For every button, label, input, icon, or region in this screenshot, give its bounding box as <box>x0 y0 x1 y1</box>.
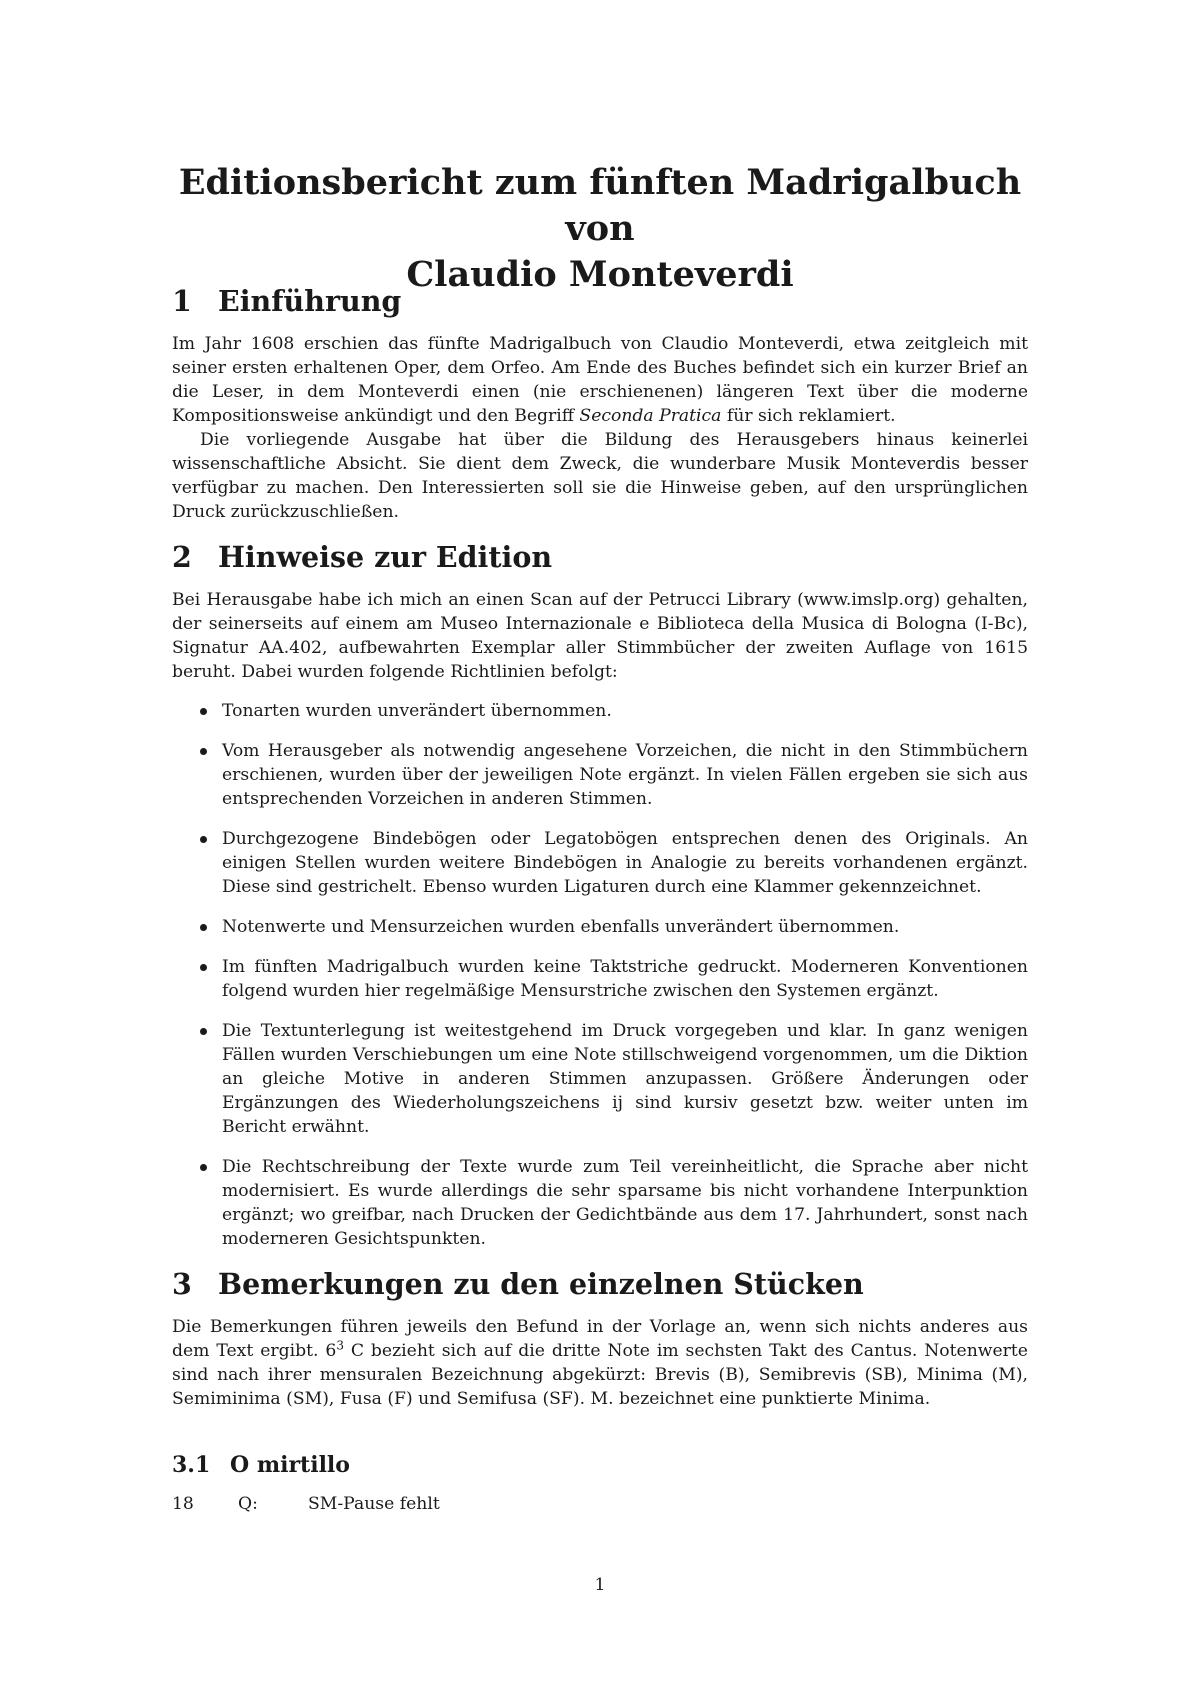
section-edition-notes <box>172 539 1028 575</box>
remark-entry <box>172 1492 1028 1516</box>
list-item <box>172 739 1028 811</box>
bullet-icon <box>200 1028 207 1035</box>
section-remarks-body <box>172 1315 1028 1411</box>
emphasis-text: Seconda Pratica <box>579 406 722 426</box>
paragraph: Die vorliegende Ausgabe hat über die Bildung des Herausgebers hinaus keinerlei wissenschaftliche Absicht. Sie dient dem Zweck, die wunderbare Musik Monteverdis besser verfügbar zu machen. Den Interessierten soll sie die Hinweise geben, auf den ursprünglichen Druck zurückzuschließen. <box>172 430 1028 522</box>
section-remarks <box>172 1266 1028 1302</box>
guidelines-list <box>172 699 1028 1251</box>
section-title: Bemerkungen zu den einzelnen Stücken <box>218 1267 864 1301</box>
title-line-2: Claudio Monteverdi <box>406 254 794 295</box>
bullet-icon <box>200 708 207 715</box>
document-title <box>160 160 1040 298</box>
paragraph-text: für sich reklamiert. <box>721 406 896 426</box>
bullet-icon <box>200 1164 207 1171</box>
list-item <box>172 699 1028 723</box>
paragraph-text: Im Jahr 1608 erschien das fünfte Madrigalbuch von Claudio Monteverdi, etwa zeitgleich mit seiner ersten erhaltenen Oper, dem Orfeo. Am Ende des Buches befindet sich ein kurzer Brief an die Leser, in dem Monteverdi einen (nie erschienenen) längeren Text über die moderne Kompositionsweise ankündigt und den Begriff <box>172 334 1028 426</box>
section-introduction <box>172 283 1028 319</box>
bullet-icon <box>200 836 207 843</box>
bullet-icon <box>200 964 207 971</box>
section-number: 1 <box>172 284 192 318</box>
subsection-number: 3.1 <box>172 1452 211 1478</box>
list-item <box>172 1019 1028 1139</box>
list-item-text: Die Textunterlegung ist weitestgehend im Druck vorgegeben und klar. In ganz wenigen Fällen wurden Verschiebungen um eine Note stillschweigend vorgenommen, um die Diktion an gleiche Motive in anderen Stimmen anzupassen. Größere Änderungen oder Ergänzungen des Wiederholungszeichens ij sind kursiv gesetzt bzw. weiter unten im Bericht erwähnt. <box>222 1021 1028 1137</box>
subsection-o-mirtillo <box>172 1450 1028 1480</box>
paragraph-text: C bezieht sich auf die dritte Note im sechsten Takt des Cantus. Notenwerte sind nach ihrer mensuralen Bezeichnung abgekürzt: Brevis (B), Semibrevis (SB), Minima (M), Semiminima (SM), Fusa (F) und Semifusa (SF). M. bezeichnet eine punktierte Minima. <box>172 1341 1028 1409</box>
remark-row <box>172 1492 1028 1516</box>
superscript: 3 <box>336 1338 344 1353</box>
paragraph: Bei Herausgabe habe ich mich an einen Scan auf der Petrucci Library (www.imslp.org) gehalten, der seinerseits auf einem am Museo Internazionale e Biblioteca della Musica di Bologna (I-Bc), Signatur AA.402, aufbewahrten Exemplar aller Stimmbücher der zweiten Auflage von 1615 beruht. Dabei wurden folgende Richtlinien befolgt: <box>172 590 1028 682</box>
guidelines-list-container <box>172 699 1028 1267</box>
section-title: Einführung <box>218 284 402 318</box>
paragraph <box>172 332 1028 428</box>
section-heading <box>172 283 1028 319</box>
paragraph-text: Die Bemerkungen führen jeweils den Befund in der Vorlage an, wenn sich nichts anderes aus dem Text ergibt. 6 <box>172 1317 1028 1361</box>
bullet-icon <box>200 924 207 931</box>
list-item-text: Im fünften Madrigalbuch wurden keine Taktstriche gedruckt. Moderneren Konventionen folgend wurden hier regelmäßige Mensurstriche zwischen den Systemen ergänzt. <box>222 957 1028 1001</box>
section-introduction-body <box>172 332 1028 524</box>
list-item-text: Durchgezogene Bindebögen oder Legatobögen entsprechen denen des Originals. An einigen Stellen wurden weitere Bindebögen in Analogie zu bereits vorhandenen ergänzt. Diese sind gestrichelt. Ebenso wurden Ligaturen durch eine Klammer gekennzeichnet. <box>222 829 1028 897</box>
list-item <box>172 1155 1028 1251</box>
paragraph <box>172 1315 1028 1411</box>
section-heading <box>172 539 1028 575</box>
list-item <box>172 955 1028 1003</box>
list-item-text: Die Rechtschreibung der Texte wurde zum Teil vereinheitlicht, die Sprache aber nicht modernisiert. Es wurde allerdings die sehr sparsame bis nicht vorhandene Interpunktion ergänzt; wo greifbar, nach Drucken der Gedichtbände aus dem 17. Jahrhundert, sonst nach moderneren Gesichtspunkten. <box>222 1157 1028 1249</box>
page-number: 1 <box>594 1575 606 1595</box>
subsection-heading <box>172 1450 1028 1480</box>
section-number: 2 <box>172 540 192 574</box>
list-item <box>172 915 1028 939</box>
list-item <box>172 827 1028 899</box>
title-line-1: Editionsbericht zum fünften Madrigalbuch von <box>178 162 1022 249</box>
bullet-icon <box>200 748 207 755</box>
measure-number: 18 <box>172 1494 194 1514</box>
section-heading <box>172 1266 1028 1302</box>
section-edition-notes-body <box>172 588 1028 684</box>
voice-label: Q: <box>238 1494 258 1514</box>
list-item-text: Notenwerte und Mensurzeichen wurden ebenfalls unverändert übernommen. <box>222 917 900 937</box>
section-title: Hinweise zur Edition <box>218 540 553 574</box>
list-item-text: Tonarten wurden unverändert übernommen. <box>222 701 612 721</box>
list-item-text: Vom Herausgeber als notwendig angesehene Vorzeichen, die nicht in den Stimmbüchern erschienen, wurden über der jeweiligen Note ergänzt. In vielen Fällen ergeben sie sich aus entsprechenden Vorzeichen in anderen Stimmen. <box>222 741 1028 809</box>
remark-text: SM-Pause fehlt <box>308 1494 440 1514</box>
subsection-title: O mirtillo <box>230 1452 350 1478</box>
section-number: 3 <box>172 1267 192 1301</box>
